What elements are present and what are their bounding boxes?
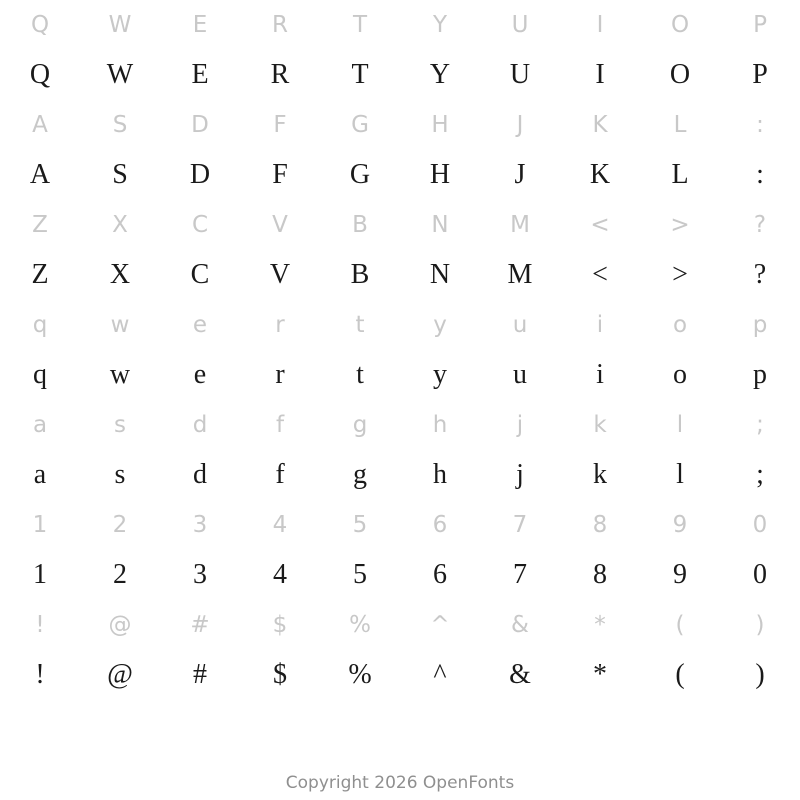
label-row	[0, 600, 800, 650]
label-cell: L	[673, 112, 687, 138]
character-row-pair	[0, 400, 800, 500]
glyph-cell: R	[270, 59, 290, 90]
glyph-cell: @	[107, 659, 133, 690]
glyph-cell: 6	[433, 559, 447, 590]
label-cell: i	[596, 312, 604, 338]
glyph-cell: J	[514, 159, 526, 190]
label-cell: Z	[32, 212, 48, 238]
glyph-row	[0, 550, 800, 600]
label-cell: j	[516, 412, 524, 438]
label-cell: g	[352, 412, 368, 438]
glyph-cell: w	[109, 359, 131, 390]
glyph-row	[0, 150, 800, 200]
label-cell: U	[511, 12, 529, 38]
glyph-cell: H	[429, 159, 451, 190]
glyph-row	[0, 50, 800, 100]
label-cell: Y	[432, 12, 448, 38]
glyph-cell: O	[669, 59, 691, 90]
label-cell: H	[431, 112, 449, 138]
label-cell: s	[114, 412, 126, 438]
glyph-cell: u	[513, 359, 527, 390]
label-cell: l	[676, 412, 684, 438]
label-cell: f	[275, 412, 285, 438]
label-cell: 0	[752, 512, 768, 538]
glyph-cell: 0	[753, 559, 767, 590]
label-cell: !	[35, 612, 45, 638]
label-row	[0, 500, 800, 550]
glyph-cell: (	[675, 659, 685, 690]
label-cell: K	[592, 112, 608, 138]
glyph-cell: q	[33, 359, 47, 390]
label-cell: Q	[30, 12, 50, 38]
glyph-cell: h	[433, 459, 447, 490]
label-cell: h	[432, 412, 448, 438]
label-cell: 3	[192, 512, 208, 538]
glyph-cell: k	[593, 459, 607, 490]
glyph-cell: f	[275, 459, 285, 490]
label-cell: )	[755, 612, 765, 638]
glyph-cell: Q	[29, 59, 51, 90]
glyph-cell: L	[671, 159, 689, 190]
glyph-cell: N	[429, 259, 451, 290]
glyph-cell: V	[269, 259, 291, 290]
label-cell: d	[192, 412, 208, 438]
glyph-cell: 8	[593, 559, 607, 590]
label-cell: p	[752, 312, 768, 338]
label-row	[0, 400, 800, 450]
label-cell: R	[272, 12, 288, 38]
glyph-cell: 2	[113, 559, 127, 590]
glyph-cell: :	[756, 159, 764, 190]
glyph-cell: 4	[273, 559, 287, 590]
label-cell: *	[594, 612, 606, 638]
label-cell: o	[672, 312, 688, 338]
label-cell: O	[670, 12, 690, 38]
glyph-cell: P	[752, 59, 768, 90]
label-cell: P	[753, 12, 767, 38]
glyph-cell: *	[593, 659, 607, 690]
glyph-cell: )	[755, 659, 765, 690]
label-cell: T	[352, 12, 368, 38]
glyph-cell: o	[673, 359, 687, 390]
glyph-cell: 1	[33, 559, 47, 590]
label-cell: 7	[512, 512, 528, 538]
label-cell: N	[431, 212, 449, 238]
label-cell: G	[351, 112, 369, 138]
label-cell: W	[108, 12, 132, 38]
label-cell: ^	[430, 612, 450, 638]
label-row	[0, 300, 800, 350]
label-cell: y	[433, 312, 447, 338]
glyph-cell: M	[507, 259, 533, 290]
glyph-cell: $	[273, 659, 287, 690]
glyph-cell: B	[350, 259, 370, 290]
glyph-cell: G	[349, 159, 371, 190]
label-cell: %	[349, 612, 371, 638]
label-row	[0, 100, 800, 150]
label-row	[0, 0, 800, 50]
glyph-cell: >	[672, 259, 688, 290]
label-cell: F	[273, 112, 287, 138]
label-cell: @	[108, 612, 132, 638]
glyph-cell: y	[433, 359, 447, 390]
glyph-cell: !	[35, 659, 45, 690]
label-cell: r	[275, 312, 285, 338]
glyph-cell: a	[33, 459, 47, 490]
label-cell: (	[675, 612, 685, 638]
label-cell: 9	[672, 512, 688, 538]
glyph-cell: C	[190, 259, 210, 290]
glyph-cell: F	[272, 159, 288, 190]
character-row-pair	[0, 600, 800, 700]
label-cell: >	[670, 212, 690, 238]
glyph-cell: A	[29, 159, 51, 190]
glyph-cell: K	[589, 159, 611, 190]
label-cell: A	[32, 112, 48, 138]
label-cell: M	[510, 212, 530, 238]
label-cell: e	[192, 312, 208, 338]
label-cell: &	[511, 612, 529, 638]
label-cell: q	[32, 312, 48, 338]
glyph-cell: 5	[353, 559, 367, 590]
label-cell: B	[352, 212, 368, 238]
label-cell: 2	[112, 512, 128, 538]
label-cell: :	[756, 112, 764, 138]
label-cell: 1	[32, 512, 48, 538]
glyph-cell: U	[509, 59, 531, 90]
label-cell: D	[191, 112, 209, 138]
label-cell: E	[192, 12, 208, 38]
glyph-cell: E	[191, 59, 209, 90]
glyph-cell: Y	[429, 59, 451, 90]
glyph-cell: 7	[513, 559, 527, 590]
label-cell: V	[272, 212, 288, 238]
label-cell: k	[593, 412, 607, 438]
glyph-cell: ?	[753, 259, 767, 290]
label-cell: #	[190, 612, 210, 638]
label-cell: ?	[753, 212, 767, 238]
glyph-cell: I	[595, 59, 605, 90]
label-cell: I	[596, 12, 604, 38]
glyph-cell: #	[193, 659, 207, 690]
label-cell: t	[355, 312, 365, 338]
character-row-pair	[0, 100, 800, 200]
label-cell: $	[272, 612, 288, 638]
glyph-cell: s	[114, 459, 126, 490]
glyph-cell: X	[109, 259, 131, 290]
character-row-pair	[0, 300, 800, 400]
label-row	[0, 200, 800, 250]
glyph-cell: t	[356, 359, 364, 390]
character-row-pair	[0, 500, 800, 600]
glyph-cell: ^	[433, 659, 447, 690]
glyph-cell: Z	[31, 259, 49, 290]
glyph-cell: S	[112, 159, 128, 190]
glyph-cell: l	[676, 459, 684, 490]
glyph-cell: %	[348, 659, 372, 690]
glyph-cell: ;	[756, 459, 764, 490]
glyph-row	[0, 450, 800, 500]
label-cell: J	[516, 112, 524, 138]
glyph-cell: D	[189, 159, 211, 190]
glyph-cell: W	[106, 59, 134, 90]
label-cell: 5	[352, 512, 368, 538]
character-row-pair	[0, 0, 800, 100]
label-cell: X	[112, 212, 128, 238]
label-cell: 6	[432, 512, 448, 538]
glyph-cell: &	[509, 659, 531, 690]
glyph-cell: g	[353, 459, 367, 490]
label-cell: 4	[272, 512, 288, 538]
label-cell: u	[512, 312, 528, 338]
label-cell: a	[32, 412, 48, 438]
glyph-cell: 9	[673, 559, 687, 590]
glyph-cell: p	[753, 359, 767, 390]
glyph-row	[0, 350, 800, 400]
glyph-row	[0, 250, 800, 300]
label-cell: w	[110, 312, 130, 338]
glyph-cell: <	[592, 259, 608, 290]
label-cell: <	[590, 212, 610, 238]
glyph-cell: j	[516, 459, 524, 490]
glyph-cell: i	[596, 359, 604, 390]
glyph-cell: 3	[193, 559, 207, 590]
character-row-pair	[0, 200, 800, 300]
glyph-row	[0, 650, 800, 700]
glyph-cell: T	[351, 59, 369, 90]
glyph-cell: r	[275, 359, 285, 390]
label-cell: C	[191, 212, 209, 238]
label-cell: S	[112, 112, 128, 138]
glyph-cell: e	[193, 359, 207, 390]
label-cell: ;	[756, 412, 764, 438]
copyright-notice: Copyright 2026 OpenFonts	[285, 773, 515, 793]
glyph-cell: d	[193, 459, 207, 490]
label-cell: 8	[592, 512, 608, 538]
